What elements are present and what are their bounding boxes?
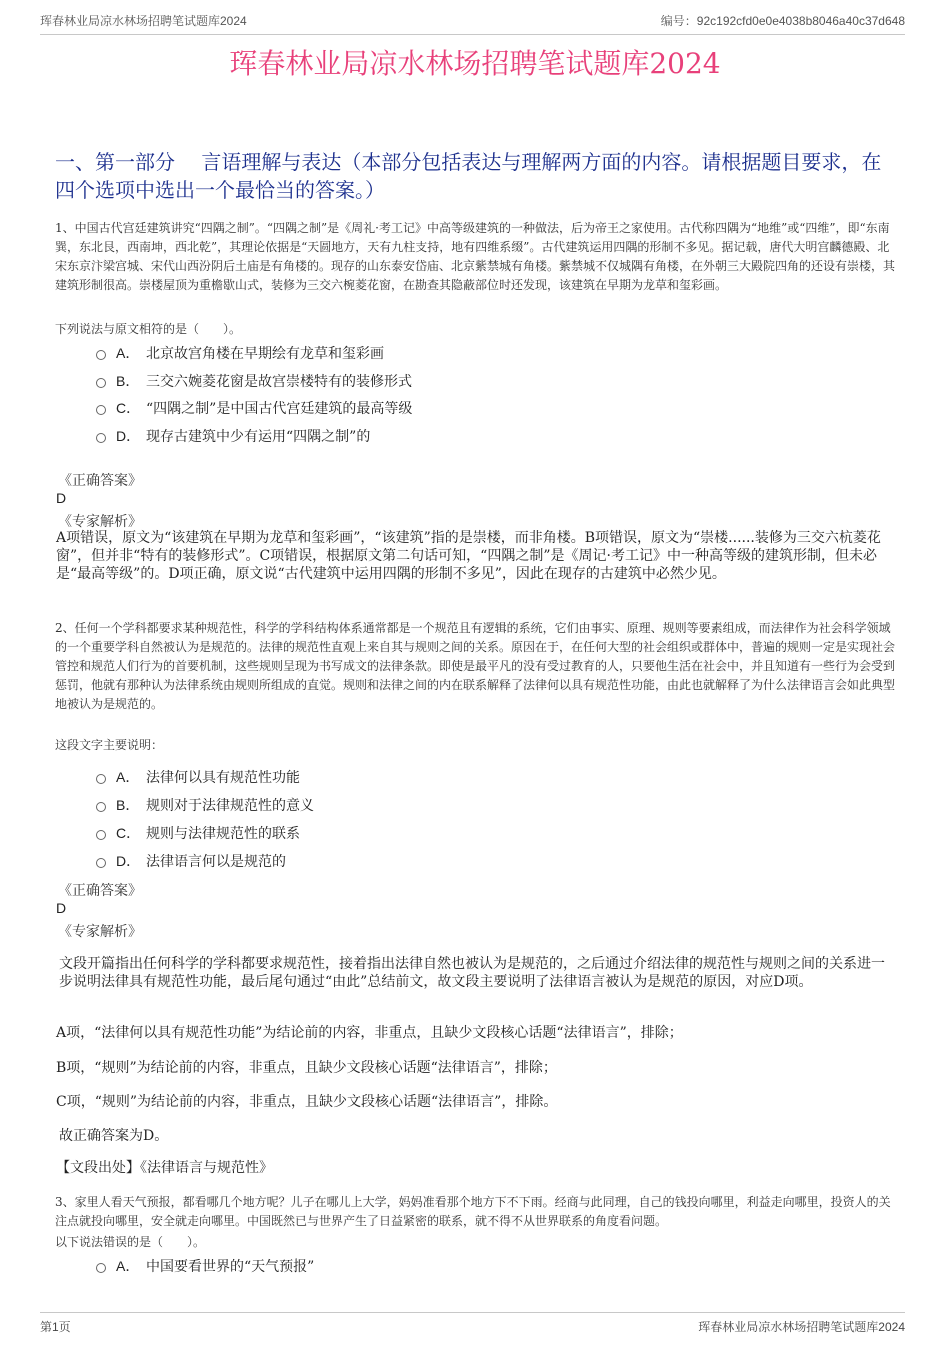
radio-icon[interactable] xyxy=(96,830,106,840)
radio-icon[interactable] xyxy=(96,774,106,784)
q2-answer-label: 《正确答案》 xyxy=(58,883,142,899)
q2-option-a[interactable]: A． 法律何以具有规范性功能 xyxy=(96,767,300,787)
question-1-passage: 1、中国古代宫廷建筑讲究“四隅之制”。“四隅之制”是《周礼·考工记》中高等级建筑的一种做法，后为帝王之家使用。古代称四隅为“地维”或“四维”，即“东南巽，东北艮，西南坤，西北乾”，其理论依据是“天圆地方，天有九柱支持，地有四维系缀”。古代建筑运用四隅的形制不多见。据记载，唐代大明宫麟德殿、北宋东京汴梁宫城、宋代山西汾阴后土庙是有角楼的。现存的山东泰安岱庙、北京紫禁城有角楼。紫禁城不仅城隅有角楼，在外朝三大殿院四角的还设有崇楼，其建筑形制很高。崇楼屋顶为重檐歇山式，装修为三交六椀菱花窗，在勘查其隐蔽部位时还发现，该建筑在早期为龙草和玺彩画。 xyxy=(55,221,896,292)
q1-option-c[interactable]: C． “四隅之制”是中国古代宫廷建筑的最高等级 xyxy=(96,398,412,418)
q2-analysis-option-b: B项，“规则”为结论前的内容，非重点，且缺少文段核心话题“法律语言”，排除； xyxy=(56,1060,557,1076)
question-2-prompt: 这段文字主要说明： xyxy=(55,738,164,752)
radio-icon[interactable] xyxy=(96,378,106,388)
question-1-prompt: 下列说法与原文相符的是（ ）。 xyxy=(55,322,242,336)
q2-answer: D xyxy=(56,900,67,916)
q1-option-a[interactable]: A． 北京故宫角楼在早期绘有龙草和玺彩画 xyxy=(96,343,384,363)
q2-option-d[interactable]: D． 法律语言何以是规范的 xyxy=(96,851,286,871)
question-2-passage: 2、任何一个学科都要求某种规范性，科学的学科结构体系通常都是一个规范且有逻辑的系统，它们由事实、原理、规则等要素组成，而法律作为社会科学领域的一个重要学科自然被认为是规范的。法律的规范性直观上来自其与规则之间的关系。原因在于，在任何大型的社会组织或群体中，普遍的规则一定是实现社会管控和规范人们行为的首要机制，这些规则呈现为书写成文的法律条款。即使是最平凡的没有受过教育的人，只要他生活在社会中，并且知道有一些行为会受到惩罚，他就有那种认为法律系统由规则所组成的直觉。规则和法律之间的内在联系解释了法律何以具有规范性功能，由此也就解释了为什么法律语言会如此典型地被认为是规范的。 xyxy=(55,621,896,711)
q2-analysis-label: 《专家解析》 xyxy=(58,924,142,940)
q2-analysis-option-a: A项，“法律何以具有规范性功能”为结论前的内容，非重点，且缺少文段核心话题“法律语言”，排除； xyxy=(56,1025,683,1041)
q1-answer-label: 《正确答案》 xyxy=(58,473,142,489)
q2-analysis-conclusion: 故正确答案为D。 xyxy=(59,1128,169,1144)
footer-doc-name: 珲春林业局凉水林场招聘笔试题库2024 xyxy=(698,1320,905,1334)
q1-analysis-label: 《专家解析》 xyxy=(58,514,142,530)
radio-icon[interactable] xyxy=(96,858,106,868)
radio-icon[interactable] xyxy=(96,405,106,415)
q3-option-a[interactable]: A． 中国要看世界的“天气预报” xyxy=(96,1256,314,1276)
radio-icon[interactable] xyxy=(96,350,106,360)
document-title: 珲春林业局凉水林场招聘笔试题库2024 xyxy=(229,47,721,80)
q1-option-b[interactable]: B． 三交六婉菱花窗是故宫崇楼特有的装修形式 xyxy=(96,371,412,391)
q2-analysis-summary: 文段开篇指出任何科学的学科都要求规范性，接着指出法律自然也被认为是规范的，之后通过介绍法律的规范性与规则之间的关系进一步说明法律具有规范性功能，最后尾句通过“由此”总结前文，故文段主要说明了法律语言被认为是规范的原因，对应D项。 xyxy=(59,956,885,990)
section-heading: 一、第一部分 言语理解与表达（本部分包括表达与理解两方面的内容。请根据题目要求，在四个选项中选出一个最恰当的答案。） xyxy=(55,150,882,202)
q1-analysis: A项错误，原文为“该建筑在早期为龙草和玺彩画”，“该建筑”指的是崇楼，而非角楼。B项错误，原文为“崇楼......装修为三交六杭菱花窗”，但并非“特有的装修形式”。C项错误，根据原文第二句话可知，“四隅之制”是《周记·考工记》中一种高等级的建筑形制，但未必是“最高等级”的。D项正确，原文说“古代建筑中运用四隅的形制不多见”，因此在现存的古建筑中必然少见。 xyxy=(56,530,881,582)
q2-analysis-option-c: C项，“规则”为结论前的内容，非重点，且缺少文段核心话题“法律语言”，排除。 xyxy=(56,1094,558,1110)
header-doc-name: 珲春林业局凉水林场招聘笔试题库2024 xyxy=(40,14,247,28)
question-3-prompt: 以下说法错误的是（ ）。 xyxy=(55,1235,206,1249)
radio-icon[interactable] xyxy=(96,1263,106,1273)
page-number: 第1页 xyxy=(40,1320,71,1334)
radio-icon[interactable] xyxy=(96,433,106,443)
header-doc-id: 编号：92c192cfd0e0e4038b8046a40c37d648 xyxy=(660,14,905,28)
q2-option-c[interactable]: C． 规则与法律规范性的联系 xyxy=(96,823,300,843)
q1-option-d[interactable]: D． 现存古建筑中少有运用“四隅之制”的 xyxy=(96,426,370,446)
radio-icon[interactable] xyxy=(96,802,106,812)
q2-option-b[interactable]: B． 规则对于法律规范性的意义 xyxy=(96,795,314,815)
page-footer xyxy=(40,1312,905,1335)
q2-source: 【文段出处】《法律语言与规范性》 xyxy=(56,1160,273,1176)
question-3-passage: 3、家里人看天气预报，都看哪几个地方呢？儿子在哪儿上大学，妈妈准看那个地方下不下雨。经商与此同理，自己的钱投向哪里，利益走向哪里，投资人的关注点就投向哪里，安全就走向哪里。中国既然已与世界产生了日益紧密的联系，就不得不从世界联系的角度看问题。 xyxy=(55,1195,891,1228)
q1-answer: D xyxy=(56,490,67,506)
page-header xyxy=(40,12,905,35)
